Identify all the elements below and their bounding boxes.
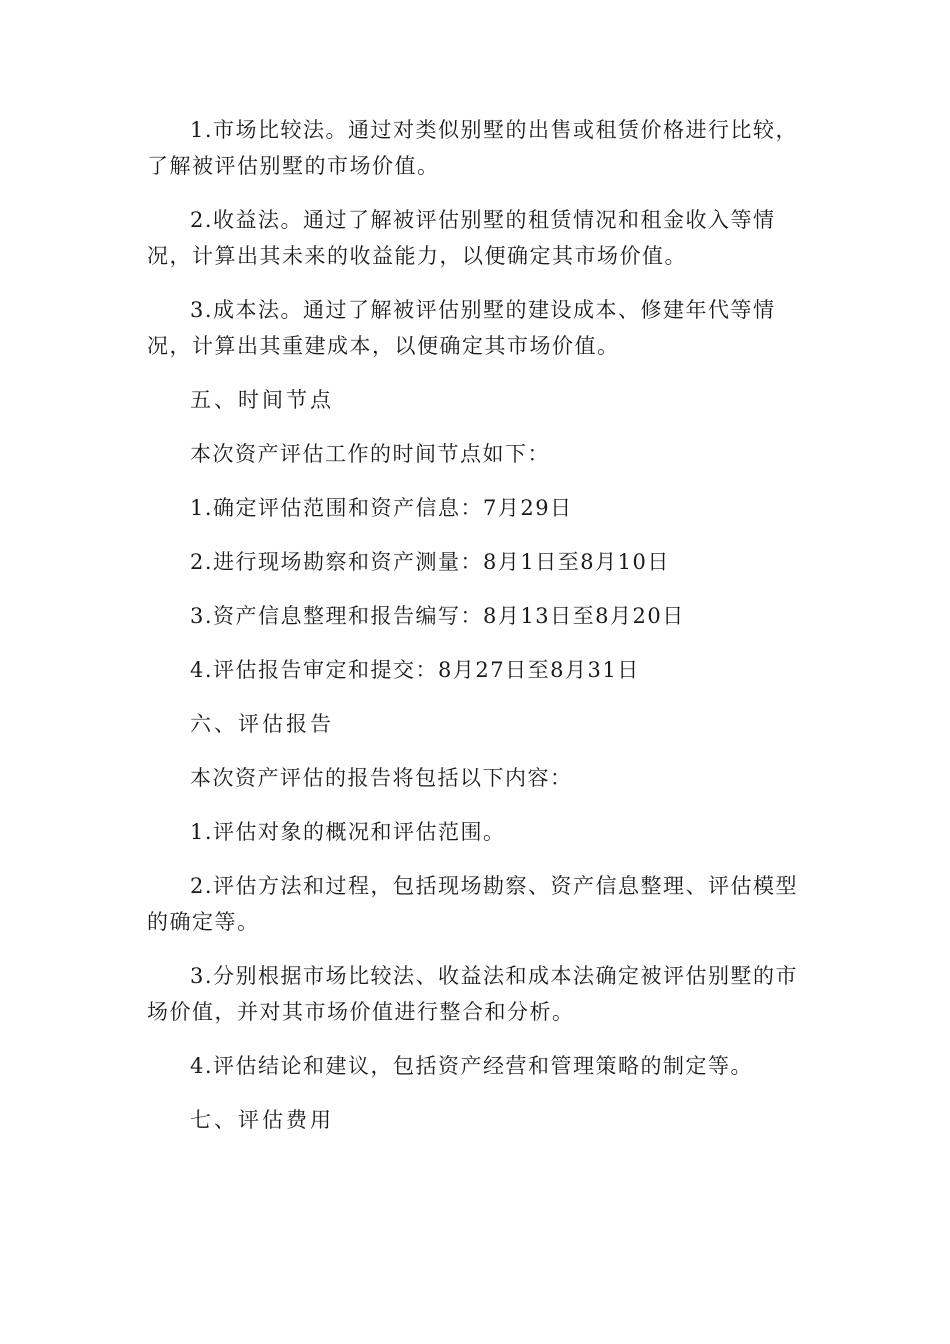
method-market-comparison: 1.市场比较法。通过对类似别墅的出售或租赁价格进行比较，了解被评估别墅的市场价值。 xyxy=(147,118,799,178)
timeline-item-1: 1.确定评估范围和资产信息：7月29日 xyxy=(190,496,573,520)
method-income: 2.收益法。通过了解被评估别墅的租赁情况和租金收入等情况，计算出其未来的收益能力，以便确定其市场价值。 xyxy=(147,208,776,268)
timeline-intro: 本次资产评估工作的时间节点如下： xyxy=(190,442,550,466)
report-intro: 本次资产评估的报告将包括以下内容： xyxy=(190,766,573,790)
report-item-2: 2.评估方法和过程，包括现场勘察、资产信息整理、评估模型的确定等。 xyxy=(147,874,799,934)
timeline-item-2: 2.进行现场勘察和资产测量：8月1日至8月10日 xyxy=(190,550,670,574)
section-heading-timeline: 五、时间节点 xyxy=(190,388,334,412)
document-page xyxy=(147,112,807,1156)
section-heading-fees: 七、评估费用 xyxy=(190,1108,334,1132)
timeline-item-4: 4.评估报告审定和提交：8月27日至8月31日 xyxy=(190,658,640,682)
method-cost: 3.成本法。通过了解被评估别墅的建设成本、修建年代等情况，计算出其重建成本，以便确定其市场价值。 xyxy=(147,298,776,358)
report-item-1: 1.评估对象的概况和评估范围。 xyxy=(190,820,506,844)
report-item-3: 3.分别根据市场比较法、收益法和成本法确定被评估别墅的市场价值，并对其市场价值进行整合和分析。 xyxy=(147,964,799,1024)
section-heading-report: 六、评估报告 xyxy=(190,712,334,736)
report-item-4: 4.评估结论和建议，包括资产经营和管理策略的制定等。 xyxy=(190,1054,754,1078)
timeline-item-3: 3.资产信息整理和报告编写：8月13日至8月20日 xyxy=(190,604,685,628)
